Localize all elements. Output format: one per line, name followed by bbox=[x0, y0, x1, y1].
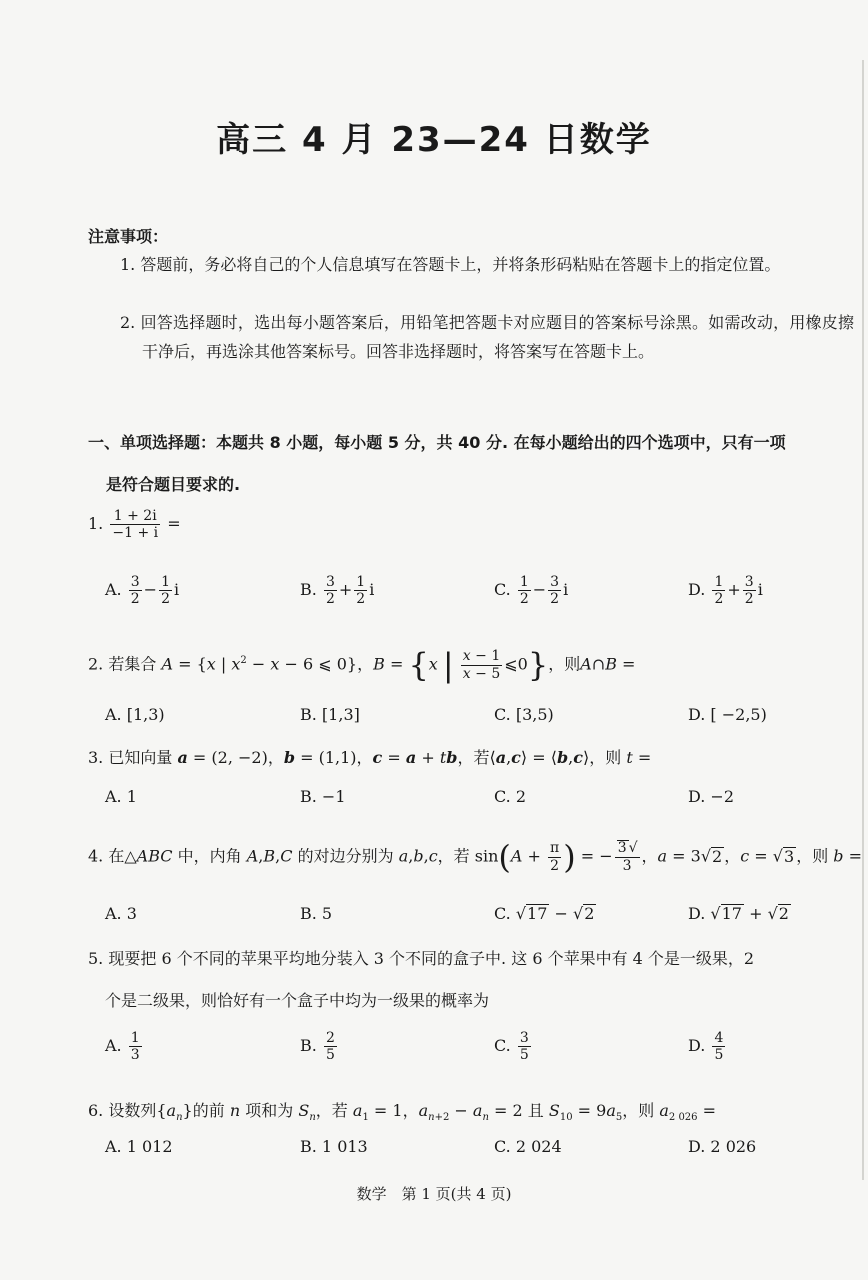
notice-item-2: 2. 回答选择题时，选出每小题答案后，用铅笔把答题卡对应题目的答案标号涂黑。如需改动，用橡皮擦干净后，再选涂其他答案标号。回答非选择题时，将答案写在答题卡上。 bbox=[120, 313, 854, 361]
q2-option-a[interactable]: A. [1,3) bbox=[105, 705, 165, 724]
q1-option-c[interactable]: C. $\frac{1}{2}$ − $\frac{3}{2}$ i bbox=[494, 574, 569, 608]
question-6: 6. 设数列$\{a_n\}$的前 n 项和为 $S_n$，若 $a_1 = 1$，$a_{n+2} - a_n = 2$ 且 $S_{10} = 9a_5$，则 $a_{2 026}$ = bbox=[88, 1101, 717, 1124]
q6-option-a[interactable]: A. 1 012 bbox=[105, 1137, 173, 1156]
q2-option-d[interactable]: D. [ −2,5) bbox=[688, 705, 767, 724]
question-1: 1. $\frac{1 + 2i}{-1 + i}$ = bbox=[88, 508, 181, 542]
question-5-line2: 个是二级果，则恰好有一个盒子中均为一级果的概率为 bbox=[105, 991, 490, 1010]
q1-option-a[interactable]: A. $\frac{3}{2}$ − $\frac{1}{2}$ i bbox=[105, 574, 180, 608]
q2-option-c[interactable]: C. [3,5) bbox=[494, 705, 554, 724]
question-5-line1: 5. 现要把 6 个不同的苹果平均地分装入 3 个不同的盒子中. 这 6 个苹果中有 4 个是一级果，2 bbox=[88, 949, 755, 968]
q1-option-b[interactable]: B. $\frac{3}{2}$ + $\frac{1}{2}$ i bbox=[300, 574, 375, 608]
q4-option-d[interactable]: D. √17 + √2 bbox=[688, 904, 789, 923]
q5-option-c[interactable]: C. $\frac{3}{5}$ bbox=[494, 1030, 529, 1064]
q4-option-a[interactable]: A. 3 bbox=[105, 904, 137, 923]
q4-option-c[interactable]: C. √17 − √2 bbox=[494, 904, 595, 923]
q2-option-b[interactable]: B. [1,3] bbox=[300, 705, 360, 724]
section-heading bbox=[88, 422, 833, 506]
q3-option-a[interactable]: A. 1 bbox=[105, 787, 137, 806]
q5-option-b[interactable]: B. $\frac{2}{5}$ bbox=[300, 1030, 335, 1064]
q1-fraction: $\frac{1 + 2i}{-1 + i}$ bbox=[112, 508, 159, 542]
section-heading-line1: 一、单项选择题：本题共 8 小题，每小题 5 分，共 40 分. 在每小题给出的四个选项中，只有一项 bbox=[88, 433, 786, 452]
q6-option-c[interactable]: C. 2 024 bbox=[494, 1137, 562, 1156]
notice-item-1: 1. 答题前，务必将自己的个人信息填写在答题卡上，并将条形码粘贴在答题卡上的指定位置。 bbox=[120, 255, 781, 274]
question-4: 4. 在△ABC 中，内角 A,B,C 的对边分别为 a,b,c，若 sin(A + $\frac{\pi}{2}$ ) = − $\frac{3 √}{3}$ ，a = 3√2 ，c = √3 ，则 b = bbox=[88, 838, 863, 876]
q5-option-d[interactable]: D. $\frac{4}{5}$ bbox=[688, 1030, 724, 1064]
question-3: 3. 已知向量 a = (2, −2)，b = (1,1)，c = a + tb，若⟨a,c⟩ = ⟨b,c⟩，则 t = bbox=[88, 748, 652, 767]
page-title: 高三 4 月 23—24 日数学 bbox=[216, 120, 652, 160]
notice-heading: 注意事项： bbox=[88, 227, 169, 246]
q3-option-c[interactable]: C. 2 bbox=[494, 787, 527, 806]
scan-edge bbox=[862, 60, 864, 1180]
question-2: 2. 若集合 A = {x | $x^2 - x - 6$ ⩽ 0}，B = {x | $\frac{x - 1}{x - 5}$ ⩽0}，则A∩B = bbox=[88, 646, 636, 684]
q1-option-d[interactable]: D. $\frac{1}{2}$ + $\frac{3}{2}$ i bbox=[688, 574, 763, 608]
q6-option-d[interactable]: D. 2 026 bbox=[688, 1137, 757, 1156]
q4-option-b[interactable]: B. 5 bbox=[300, 904, 333, 923]
q6-option-b[interactable]: B. 1 013 bbox=[300, 1137, 368, 1156]
section-heading-line2: 是符合题目要求的. bbox=[106, 475, 241, 494]
q3-option-d[interactable]: D. −2 bbox=[688, 787, 735, 806]
q5-option-a[interactable]: A. $\frac{1}{3}$ bbox=[105, 1030, 140, 1064]
page-footer: 数学 第 1 页(共 4 页) bbox=[356, 1185, 512, 1203]
q3-option-b[interactable]: B. −1 bbox=[300, 787, 346, 806]
